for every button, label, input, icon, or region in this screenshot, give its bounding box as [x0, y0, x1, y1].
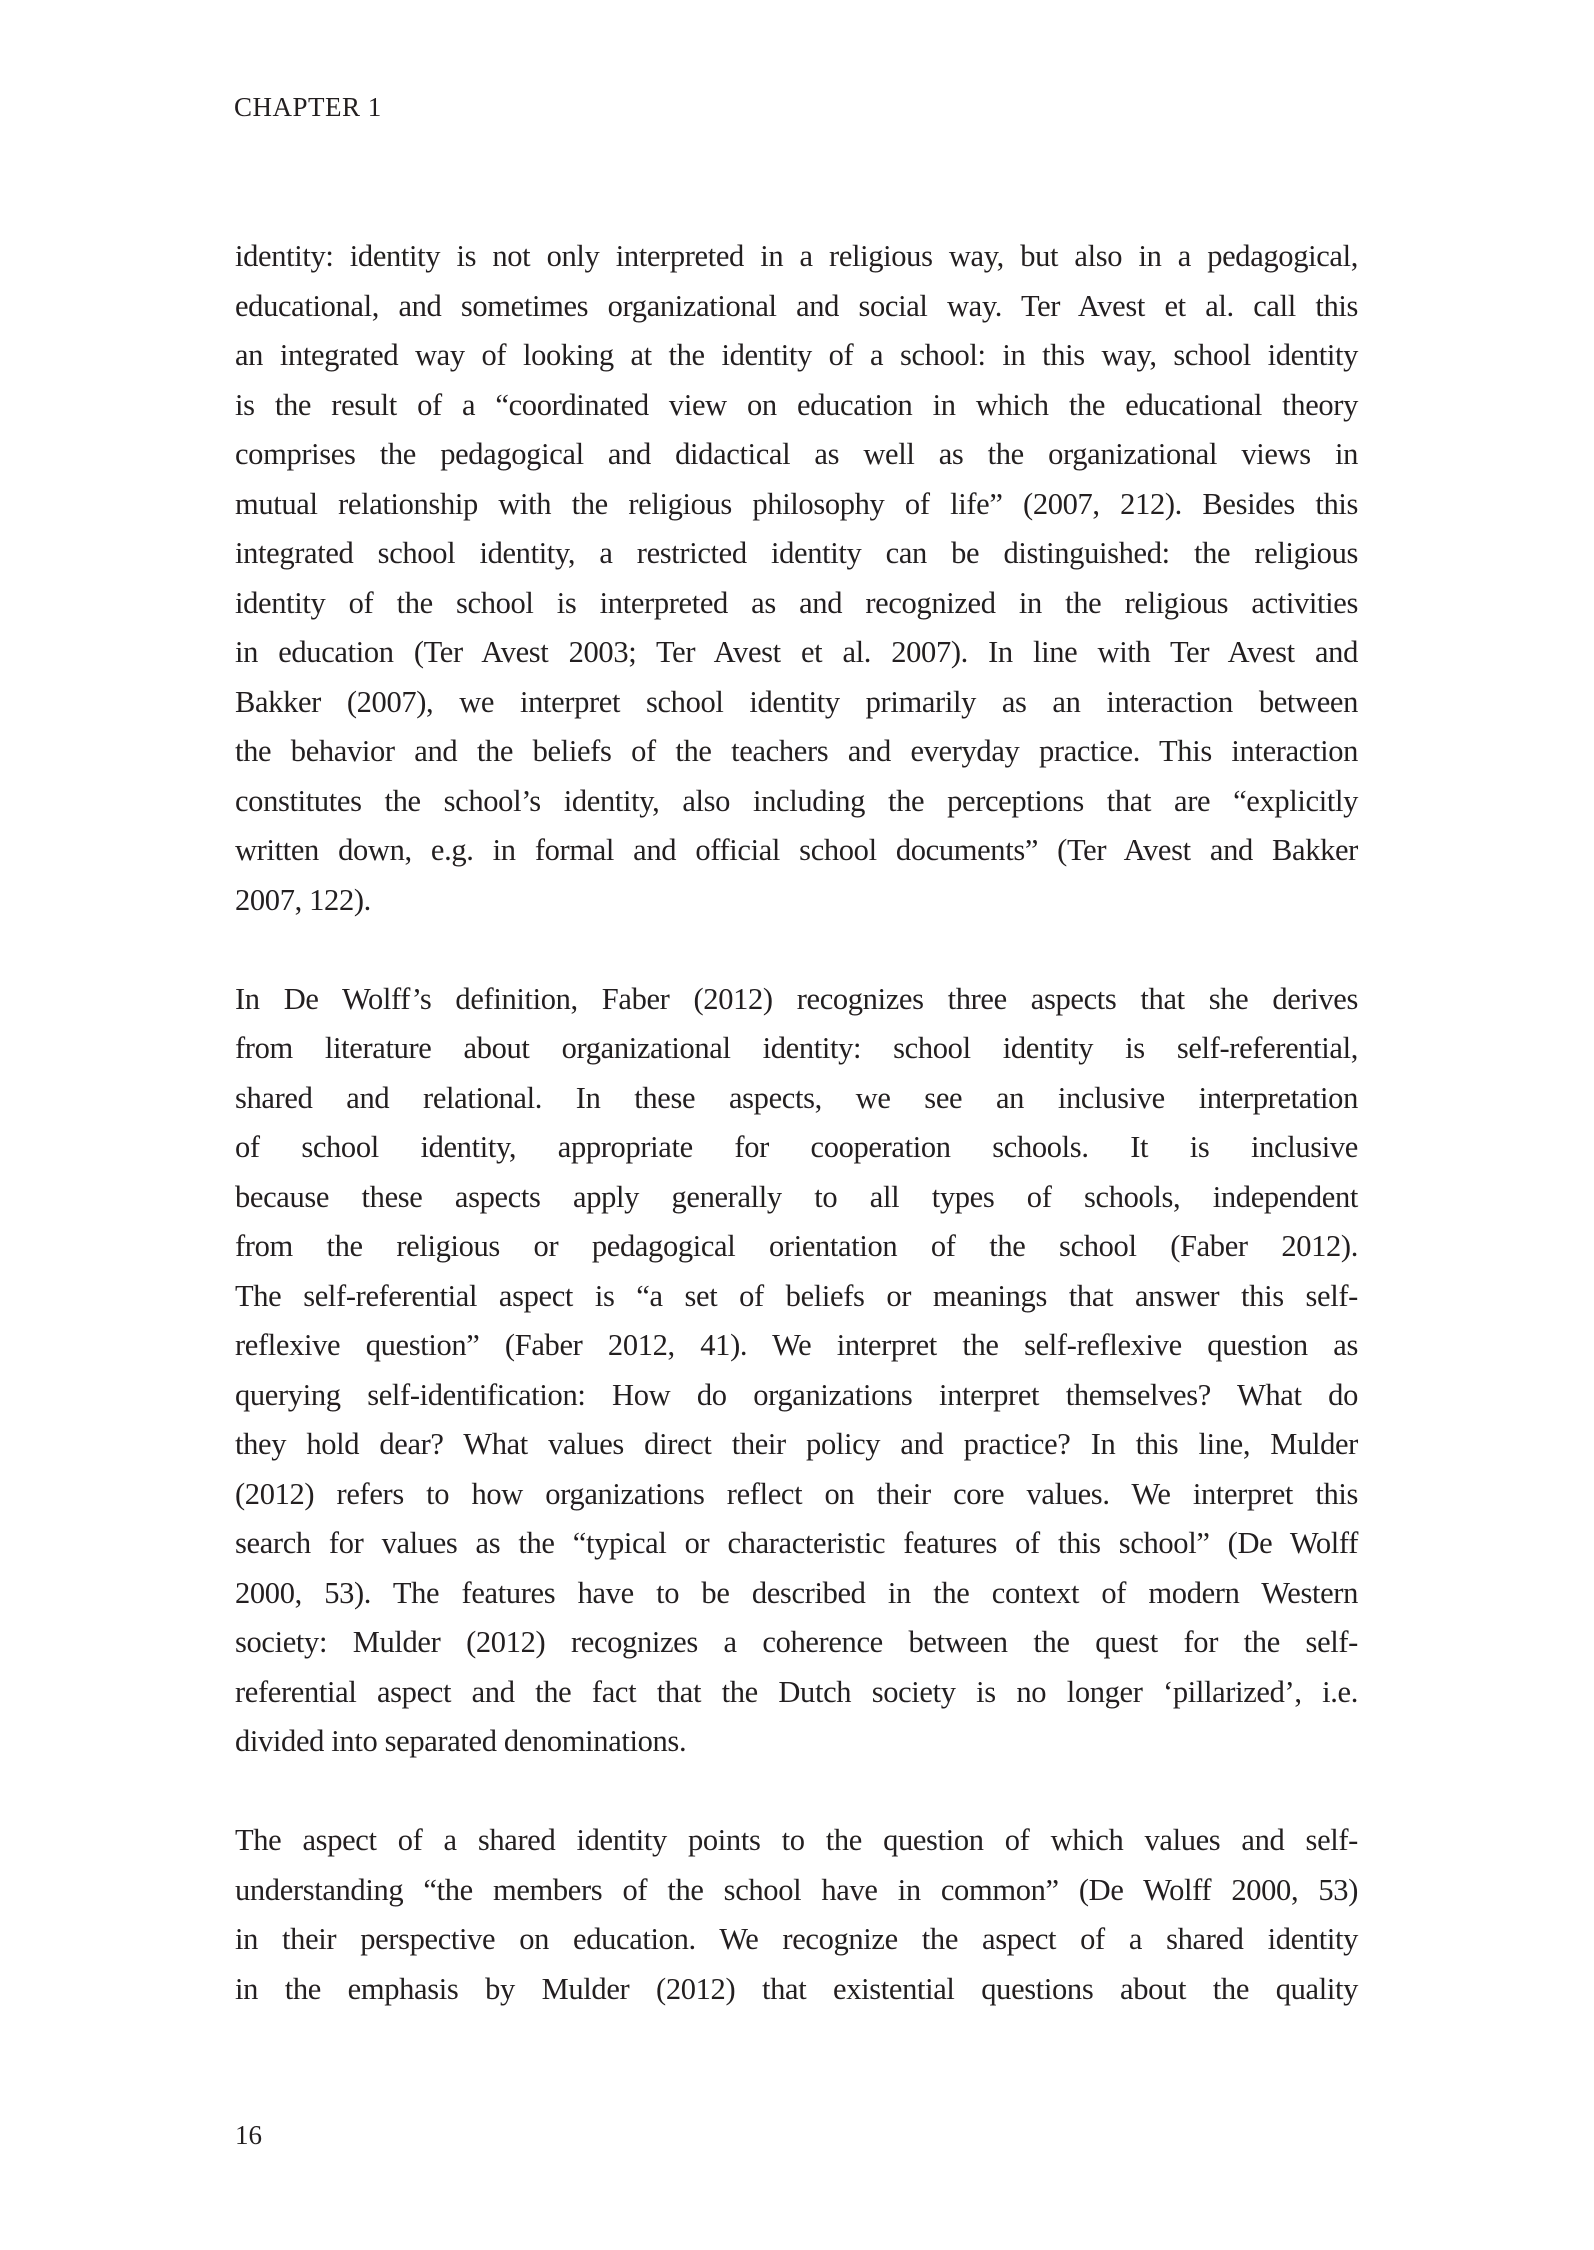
text-line: In De Wolff’s definition, Faber (2012) recognizes three aspects that she derives: [235, 981, 1358, 1016]
text-line: is the result of a “coordinated view on education in which the educational theory: [235, 387, 1358, 422]
text-line: educational, and sometimes organizational and social way. Ter Avest et al. call this: [235, 288, 1358, 323]
text-line: shared and relational. In these aspects, we see an inclusive interpretation: [235, 1080, 1358, 1115]
text-line: an integrated way of looking at the identity of a school: in this way, school identity: [235, 338, 1358, 372]
text-line: divided into separated denominations.: [235, 1724, 687, 1758]
paragraph-3: [235, 1816, 1358, 2014]
text-line: society: Mulder (2012) recognizes a coherence between the quest for the self-: [235, 1625, 1358, 1659]
text-line: they hold dear? What values direct their policy and practice? In this line, Mulder: [235, 1427, 1358, 1461]
text-line: identity: identity is not only interpreted in a religious way, but also in a pedagogical,: [235, 239, 1358, 273]
text-line: written down, e.g. in formal and official school documents” (Ter Avest and Bakker: [235, 833, 1358, 867]
text-line: reflexive question” (Faber 2012, 41). We interpret the self-reflexive question as: [235, 1328, 1358, 1362]
text-line: Bakker (2007), we interpret school identity primarily as an interaction between: [235, 684, 1358, 719]
paragraph-1: [235, 232, 1358, 925]
text-line: understanding “the members of the school have in common” (De Wolff 2000, 53): [235, 1872, 1358, 1907]
text-line: constitutes the school’s identity, also including the perceptions that are “explicitly: [235, 783, 1358, 818]
text-line: referential aspect and the fact that the Dutch society is no longer ‘pillarized’, i.e.: [235, 1674, 1358, 1709]
text-line: from literature about organizational identity: school identity is self-referential,: [235, 1031, 1358, 1065]
page-number: 16: [235, 2120, 262, 2150]
text-line: comprises the pedagogical and didactical as well as the organizational views in: [235, 437, 1358, 471]
text-line: in their perspective on education. We recognize the aspect of a shared identity: [235, 1922, 1358, 1956]
text-line: identity of the school is interpreted as and recognized in the religious activities: [235, 585, 1358, 620]
text-line: the behavior and the beliefs of the teachers and everyday practice. This interaction: [235, 734, 1358, 768]
paragraph-2: [235, 975, 1358, 1767]
text-line: The aspect of a shared identity points to the question of which values and self-: [235, 1823, 1358, 1857]
text-line: of school identity, appropriate for cooperation schools. It is inclusive: [235, 1130, 1358, 1164]
text-line: from the religious or pedagogical orientation of the school (Faber 2012).: [235, 1229, 1358, 1263]
text-line: because these aspects apply generally to all types of schools, independent: [235, 1179, 1358, 1214]
text-line: search for values as the “typical or characteristic features of this school” (De Wolff: [235, 1526, 1358, 1560]
text-line: querying self-identification: How do organizations interpret themselves? What do: [235, 1377, 1358, 1412]
body-text: [235, 232, 1358, 2064]
text-line: The self-referential aspect is “a set of beliefs or meanings that answer this self-: [235, 1278, 1358, 1313]
text-line: in education (Ter Avest 2003; Ter Avest et al. 2007). In line with Ter Avest and: [235, 635, 1358, 669]
text-line: in the emphasis by Mulder (2012) that existential questions about the quality: [235, 1971, 1358, 2006]
text-line: (2012) refers to how organizations reflect on their core values. We interpret this: [235, 1476, 1358, 1511]
running-head: CHAPTER 1: [234, 92, 382, 122]
text-line: mutual relationship with the religious philosophy of life” (2007, 212). Besides this: [235, 486, 1358, 521]
text-line: integrated school identity, a restricted identity can be distinguished: the religious: [235, 536, 1358, 570]
text-line: 2000, 53). The features have to be described in the context of modern Western: [235, 1575, 1358, 1610]
text-line: 2007, 122).: [235, 882, 371, 917]
